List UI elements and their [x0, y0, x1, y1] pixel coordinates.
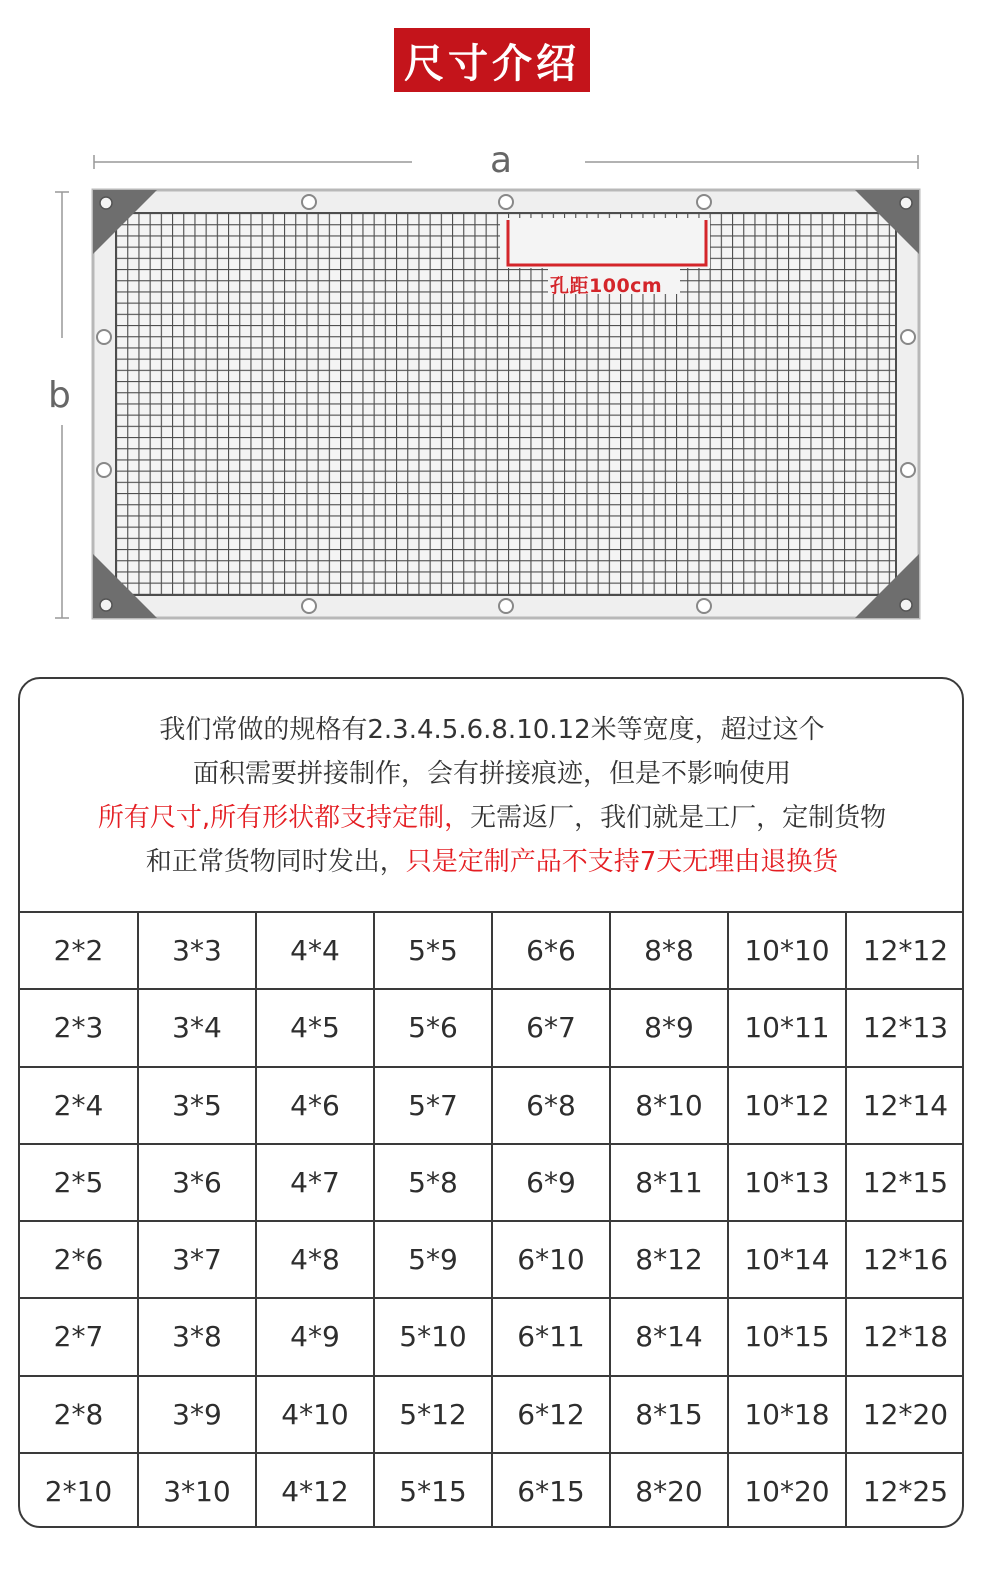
size-row: [20, 912, 964, 989]
size-cell: 8*9: [610, 989, 728, 1066]
size-row: [20, 1376, 964, 1453]
size-cell: 10*14: [728, 1221, 846, 1298]
size-cell: 6*12: [492, 1376, 610, 1453]
size-cell: 8*14: [610, 1298, 728, 1375]
size-cell: 6*6: [492, 912, 610, 989]
size-cell: 10*13: [728, 1144, 846, 1221]
size-cell: 4*6: [256, 1067, 374, 1144]
size-row: [20, 1298, 964, 1375]
description-line-3: [20, 797, 964, 834]
size-cell: 4*9: [256, 1298, 374, 1375]
hole-spacing-label: 孔距100cm: [550, 275, 663, 297]
size-cell: 10*18: [728, 1376, 846, 1453]
size-cell: 2*4: [20, 1067, 138, 1144]
size-info-panel: [18, 677, 964, 1528]
page-title: 尺寸介绍: [394, 28, 590, 92]
size-cell: 8*10: [610, 1067, 728, 1144]
size-cell: 8*15: [610, 1376, 728, 1453]
size-cell: 2*7: [20, 1298, 138, 1375]
net-mesh: [116, 213, 896, 595]
size-cell: 10*11: [728, 989, 846, 1066]
size-cell: 3*7: [138, 1221, 256, 1298]
size-cell: 4*5: [256, 989, 374, 1066]
size-cell: 12*13: [846, 989, 964, 1066]
size-cell: 2*5: [20, 1144, 138, 1221]
size-cell: 10*10: [728, 912, 846, 989]
size-cell: 8*11: [610, 1144, 728, 1221]
size-row: [20, 1144, 964, 1221]
size-cell: 3*6: [138, 1144, 256, 1221]
size-cell: 4*4: [256, 912, 374, 989]
description-line-4: [20, 841, 964, 878]
size-cell: 12*25: [846, 1453, 964, 1528]
size-cell: 6*10: [492, 1221, 610, 1298]
size-cell: 6*7: [492, 989, 610, 1066]
size-cell: 2*8: [20, 1376, 138, 1453]
size-row: [20, 989, 964, 1066]
size-cell: 3*4: [138, 989, 256, 1066]
size-table: [20, 911, 964, 1528]
size-cell: 4*10: [256, 1376, 374, 1453]
size-cell: 6*15: [492, 1453, 610, 1528]
size-row: [20, 1221, 964, 1298]
size-cell: 12*18: [846, 1298, 964, 1375]
size-cell: 8*12: [610, 1221, 728, 1298]
size-row: [20, 1453, 964, 1528]
net-dimension-diagram: [0, 140, 990, 630]
description: [20, 679, 964, 911]
size-cell: 8*20: [610, 1453, 728, 1528]
net-illustration: [0, 140, 990, 630]
size-cell: 2*6: [20, 1221, 138, 1298]
size-cell: 6*11: [492, 1298, 610, 1375]
size-cell: 5*7: [374, 1067, 492, 1144]
size-cell: 12*16: [846, 1221, 964, 1298]
size-row: [20, 1067, 964, 1144]
size-cell: 3*3: [138, 912, 256, 989]
width-label-a: a: [490, 140, 513, 181]
size-cell: 5*9: [374, 1221, 492, 1298]
size-cell: 12*12: [846, 912, 964, 989]
return-policy-notice: 只是定制产品不支持7天无理由退换货: [405, 847, 839, 877]
size-cell: 2*2: [20, 912, 138, 989]
size-cell: 5*12: [374, 1376, 492, 1453]
size-cell: 3*9: [138, 1376, 256, 1453]
size-cell: 12*15: [846, 1144, 964, 1221]
size-cell: 6*8: [492, 1067, 610, 1144]
size-cell: 12*20: [846, 1376, 964, 1453]
size-cell: 4*8: [256, 1221, 374, 1298]
size-cell: 3*8: [138, 1298, 256, 1375]
size-cell: 3*10: [138, 1453, 256, 1528]
custom-notice: 所有尺寸,所有形状都支持定制，: [97, 803, 471, 833]
description-line-2: 面积需要拼接制作，会有拼接痕迹，但是不影响使用: [192, 759, 791, 789]
size-cell: 5*8: [374, 1144, 492, 1221]
size-cell: 4*7: [256, 1144, 374, 1221]
size-cell: 5*6: [374, 989, 492, 1066]
height-label-b: b: [48, 375, 71, 416]
size-cell: 10*20: [728, 1453, 846, 1528]
size-cell: 4*12: [256, 1453, 374, 1528]
factory-notice: 无需返厂，我们就是工厂，定制货物: [470, 803, 887, 833]
size-cell: 8*8: [610, 912, 728, 989]
size-cell: 5*15: [374, 1453, 492, 1528]
size-cell: 10*12: [728, 1067, 846, 1144]
size-cell: 3*5: [138, 1067, 256, 1144]
size-cell: 5*10: [374, 1298, 492, 1375]
size-cell: 12*14: [846, 1067, 964, 1144]
shipping-notice: 和正常货物同时发出，: [145, 847, 406, 877]
size-cell: 2*3: [20, 989, 138, 1066]
description-line-1: 我们常做的规格有2.3.4.5.6.8.10.12米等宽度，超过这个: [159, 715, 825, 745]
size-cell: 6*9: [492, 1144, 610, 1221]
size-cell: 10*15: [728, 1298, 846, 1375]
size-cell: 2*10: [20, 1453, 138, 1528]
size-cell: 5*5: [374, 912, 492, 989]
